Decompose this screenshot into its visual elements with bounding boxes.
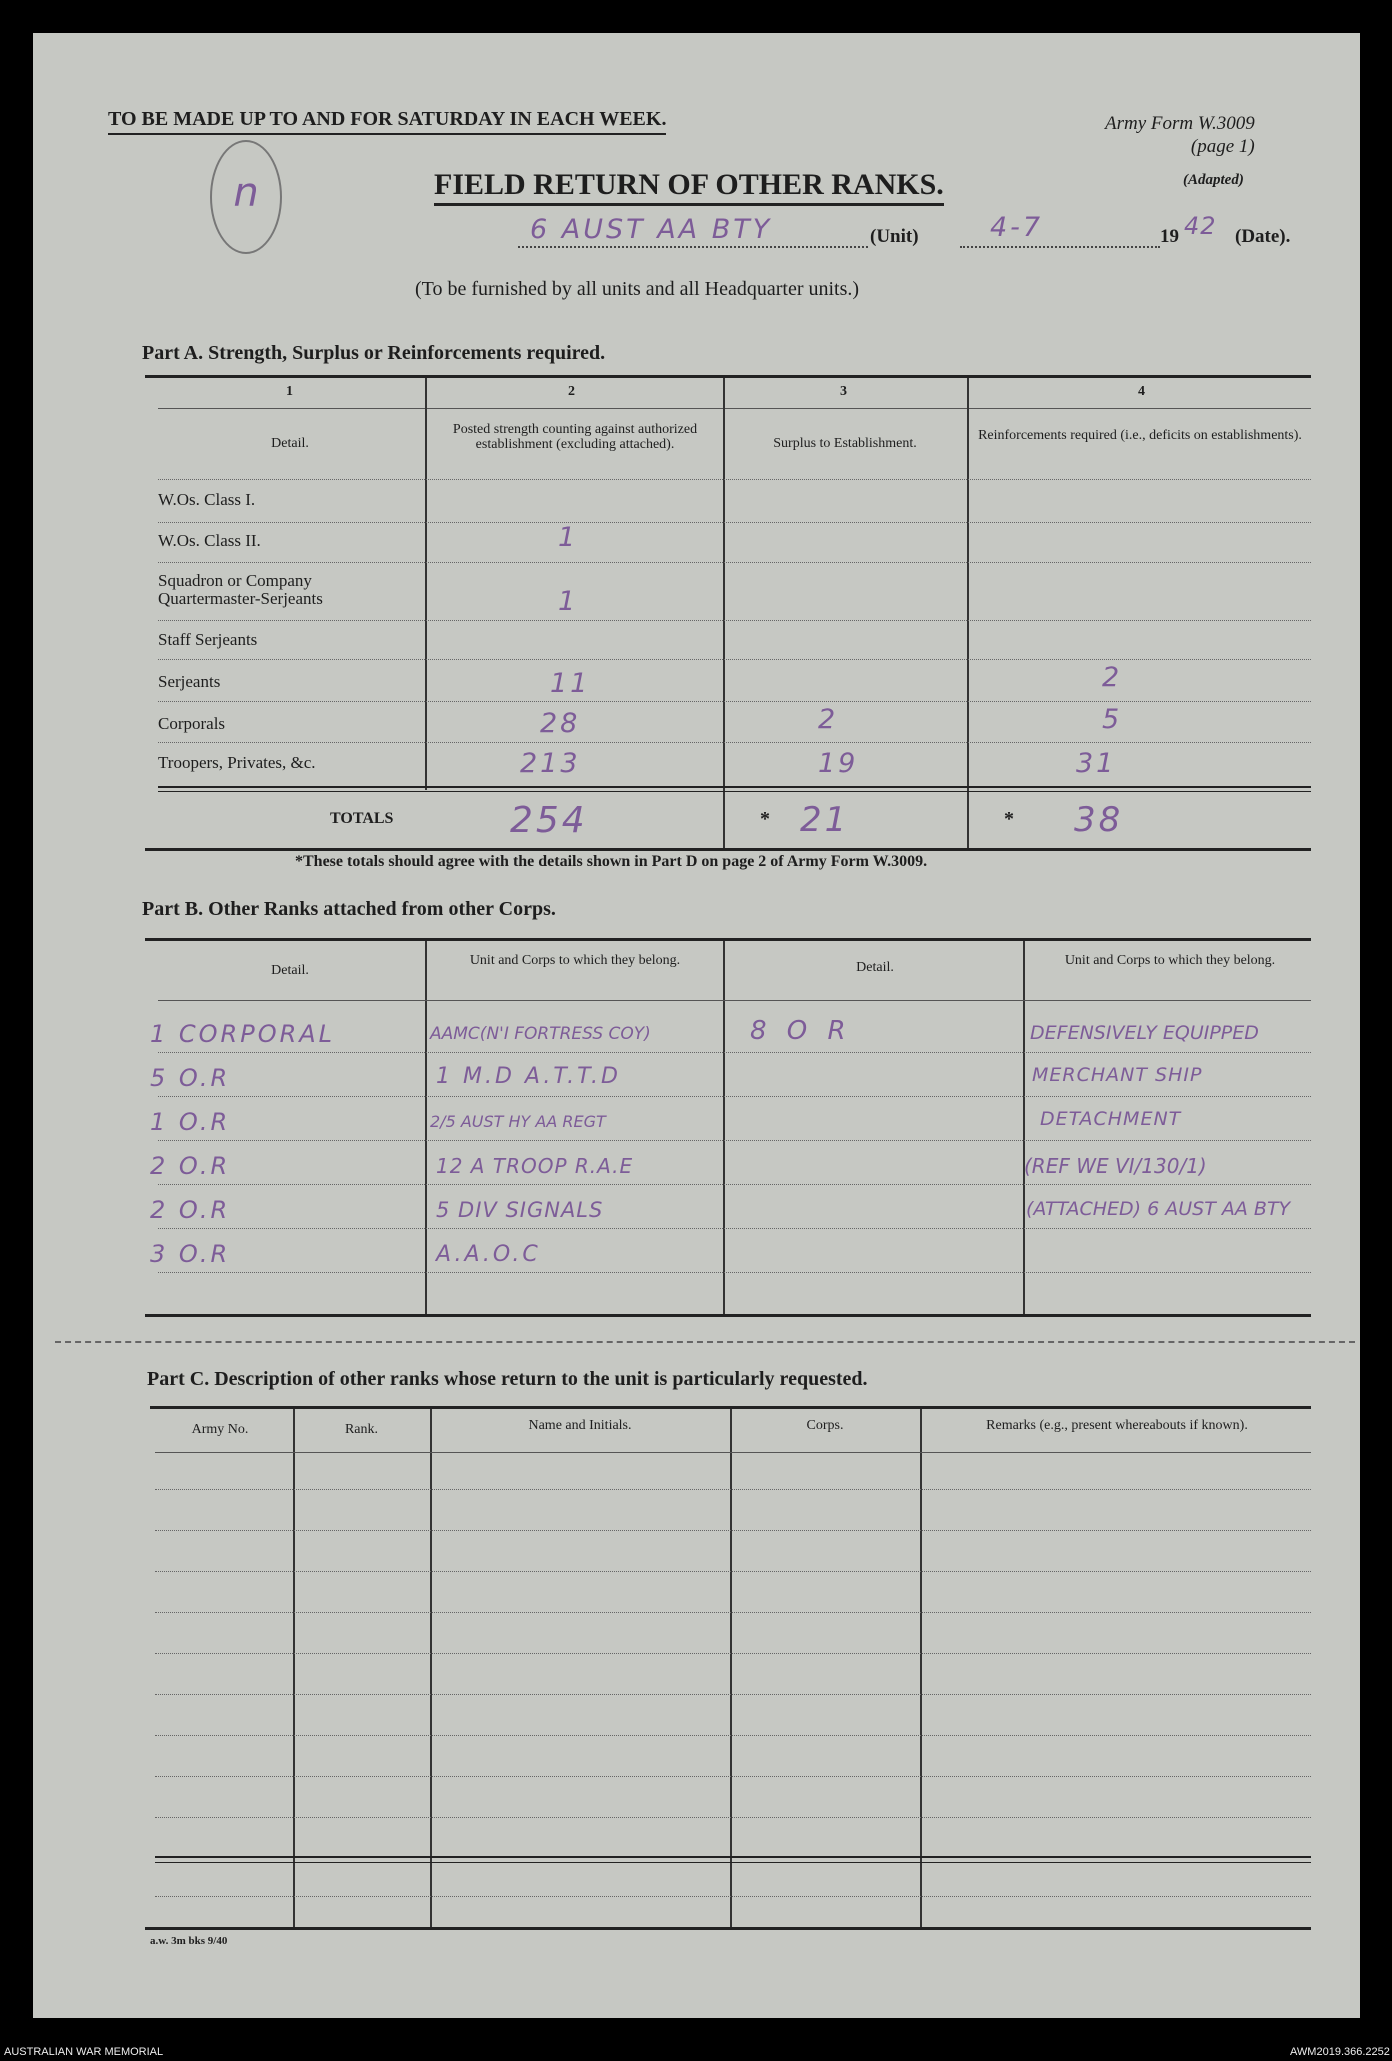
part-b-divider-1 [425, 941, 427, 1314]
col-header-detail: Detail. [271, 436, 309, 451]
row-label-staff-serjeants: Staff Serjeants [158, 630, 258, 649]
part-c-double-rule-2 [155, 1862, 1311, 1863]
part-b-header-detail-2: Detail. [856, 960, 894, 975]
b-right-unit-line-3: DETACHMENT [1040, 1108, 1182, 1130]
part-b-row-rule [158, 1272, 1311, 1273]
archive-id: AWM2019.366.2252 [1290, 2046, 1390, 2058]
total-reinf: 38 [1074, 800, 1124, 840]
part-b-header-detail-1: Detail. [271, 963, 309, 978]
part-a-row-rule [158, 659, 1311, 660]
army-form-number: Army Form W.3009 [1105, 113, 1255, 134]
part-a-divider-2 [723, 378, 725, 848]
form-title: FIELD RETURN OF OTHER RANKS. [434, 168, 944, 206]
part-c-row-rule [155, 1612, 1311, 1613]
col-header-reinforcements: Reinforcements required (i.e., deficits on establishments). [978, 428, 1302, 443]
part-b-top-rule [145, 938, 1311, 941]
part-c-row-rule [155, 1530, 1311, 1531]
b-right-unit-line-5: (ATTACHED) 6 AUST AA BTY [1026, 1198, 1291, 1220]
part-c-header-army-no: Army No. [191, 1422, 249, 1437]
b-left-unit-2: 1 M.D A.T.T.D [436, 1064, 621, 1089]
reinf-corporals: 5 [1102, 704, 1123, 735]
date-value: 4-7 [990, 212, 1044, 243]
part-c-row-rule [155, 1653, 1311, 1654]
reinf-serjeants: 2 [1102, 662, 1123, 693]
part-b-title: Part B. Other Ranks attached from other Corps. [142, 898, 556, 920]
army-form-label [1105, 112, 1255, 158]
part-c-divider-3 [730, 1409, 732, 1927]
b-left-unit-5: 5 DIV SIGNALS [436, 1198, 604, 1222]
surplus-corporals: 2 [818, 704, 839, 735]
row-label-privates: Troopers, Privates, &c. [158, 753, 316, 772]
part-a-divider-1 [425, 378, 427, 790]
print-code: a.w. 3m bks 9/40 [150, 1935, 228, 1947]
part-c-row-rule [155, 1817, 1311, 1818]
part-c-header-rule [155, 1452, 1311, 1453]
part-c-double-rule [155, 1856, 1311, 1858]
asterisk-surplus: * [760, 808, 770, 830]
b-right-unit-line-2: MERCHANT SHIP [1032, 1064, 1203, 1086]
totals-label: TOTALS [330, 810, 394, 827]
col-num-2: 2 [568, 384, 575, 399]
circled-mark-text: n [233, 170, 259, 216]
posted-wo2: 1 [558, 522, 579, 553]
part-b-divider-3 [1023, 941, 1025, 1314]
row-label-serjeants: Serjeants [158, 672, 221, 691]
part-b-row-rule [158, 1228, 1311, 1229]
part-b-row-rule [158, 1052, 1311, 1053]
col-num-4: 4 [1138, 384, 1145, 399]
page-number: (page 1) [1190, 136, 1255, 157]
b-right-detail: 8 O R [750, 1016, 852, 1046]
year-prefix: 19 [1160, 226, 1179, 247]
date-field [960, 212, 1160, 248]
posted-cqms: 1 [558, 586, 579, 617]
circled-mark [210, 140, 282, 254]
b-left-detail-6: 3 O.R [150, 1240, 231, 1268]
b-left-detail-4: 2 O.R [150, 1152, 231, 1180]
b-right-unit-line-1: DEFENSIVELY EQUIPPED [1030, 1022, 1259, 1044]
part-c-title: Part C. Description of other ranks whose return to the unit is particularly requested. [147, 1368, 868, 1390]
part-a-top-rule [145, 375, 1311, 378]
part-b-divider-2 [723, 941, 725, 1314]
posted-corporals: 28 [540, 708, 581, 739]
part-a-row-rule [158, 479, 1311, 480]
part-c-bottom-rule [145, 1927, 1311, 1930]
furnish-note: (To be furnished by all units and all Headquarter units.) [415, 278, 860, 300]
part-a-totals-rule [158, 786, 1311, 788]
part-a-title: Part A. Strength, Surplus or Reinforcements required. [142, 342, 606, 364]
col-num-3: 3 [840, 384, 847, 399]
col-header-posted: Posted strength counting against authorized establishment (excluding attached). [452, 422, 698, 452]
unit-field [518, 216, 868, 248]
part-c-row-rule [155, 1694, 1311, 1695]
date-label: (Date). [1235, 226, 1291, 247]
part-c-divider-1 [293, 1409, 295, 1927]
b-left-detail-3: 1 O.R [150, 1108, 231, 1136]
part-b-header-unit-1: Unit and Corps to which they belong. [469, 953, 681, 968]
col-header-surplus: Surplus to Establishment. [773, 436, 917, 451]
col-num-1: 1 [286, 384, 293, 399]
part-c-row-rule [155, 1489, 1311, 1490]
part-a-row-rule [158, 620, 1311, 621]
surplus-privates: 19 [818, 748, 859, 779]
b-left-detail-1: 1 CORPORAL [150, 1020, 336, 1048]
posted-serjeants: 11 [550, 668, 591, 699]
row-label-cqms: Squadron or Company Quartermaster-Serjeants [158, 571, 323, 608]
top-instruction: TO BE MADE UP TO AND FOR SATURDAY IN EACH WEEK. [108, 108, 666, 135]
archive-credit: AUSTRALIAN WAR MEMORIAL [4, 2046, 164, 2058]
total-surplus: 21 [800, 800, 850, 840]
b-right-unit-line-4: (REF WE VI/130/1) [1024, 1154, 1207, 1178]
part-a-row-rule [158, 522, 1311, 523]
part-b-row-rule [158, 1184, 1311, 1185]
row-label-wo1: W.Os. Class I. [158, 490, 256, 509]
part-a-row-rule [158, 742, 1311, 743]
posted-privates: 213 [520, 748, 581, 779]
part-b-header-rule [158, 1000, 1311, 1001]
part-a-totals-rule-2 [158, 791, 1311, 792]
b-left-unit-1: AAMC(N'I FORTRESS COY) [430, 1024, 651, 1044]
year-value: 42 [1184, 212, 1217, 240]
adapted-label: (Adapted) [1183, 172, 1244, 188]
b-left-detail-5: 2 O.R [150, 1196, 231, 1224]
b-left-unit-4: 12 A TROOP R.A.E [436, 1154, 634, 1178]
reinf-privates: 31 [1076, 748, 1117, 779]
unit-label: (Unit) [870, 226, 919, 247]
part-a-row-rule [158, 701, 1311, 702]
part-a-bottom-rule [145, 848, 1311, 851]
total-posted: 254 [510, 800, 588, 841]
b-left-detail-2: 5 O.R [150, 1064, 231, 1092]
part-c-divider-4 [920, 1409, 922, 1927]
part-c-row-rule [155, 1735, 1311, 1736]
row-label-wo2: W.Os. Class II. [158, 531, 261, 550]
part-b-bottom-rule [145, 1314, 1311, 1317]
part-a-divider-3 [967, 378, 969, 848]
b-left-unit-3: 2/5 AUST HY AA REGT [430, 1112, 606, 1131]
b-left-unit-6: A.A.O.C [436, 1242, 541, 1267]
part-c-row-rule [155, 1896, 1311, 1897]
part-c-row-rule [155, 1571, 1311, 1572]
unit-value: 6 AUST AA BTY [530, 214, 773, 245]
part-b-row-rule [158, 1140, 1311, 1141]
part-a-header-rule [158, 408, 1311, 409]
part-c-header-rank: Rank. [344, 1422, 379, 1437]
part-c-divider-2 [430, 1409, 432, 1927]
part-c-header-remarks: Remarks (e.g., present whereabouts if known). [986, 1418, 1248, 1433]
part-a-row-rule [158, 562, 1311, 563]
asterisk-reinf: * [1004, 808, 1014, 830]
cut-line [55, 1341, 1355, 1343]
part-b-row-rule [158, 1096, 1311, 1097]
row-label-corporals: Corporals [158, 714, 226, 733]
part-c-row-rule [155, 1776, 1311, 1777]
totals-note: *These totals should agree with the details shown in Part D on page 2 of Army Form W.3009. [295, 853, 928, 870]
part-c-header-corps: Corps. [806, 1418, 844, 1433]
part-b-header-unit-2: Unit and Corps to which they belong. [1064, 953, 1276, 968]
part-c-header-name: Name and Initials. [528, 1418, 632, 1433]
